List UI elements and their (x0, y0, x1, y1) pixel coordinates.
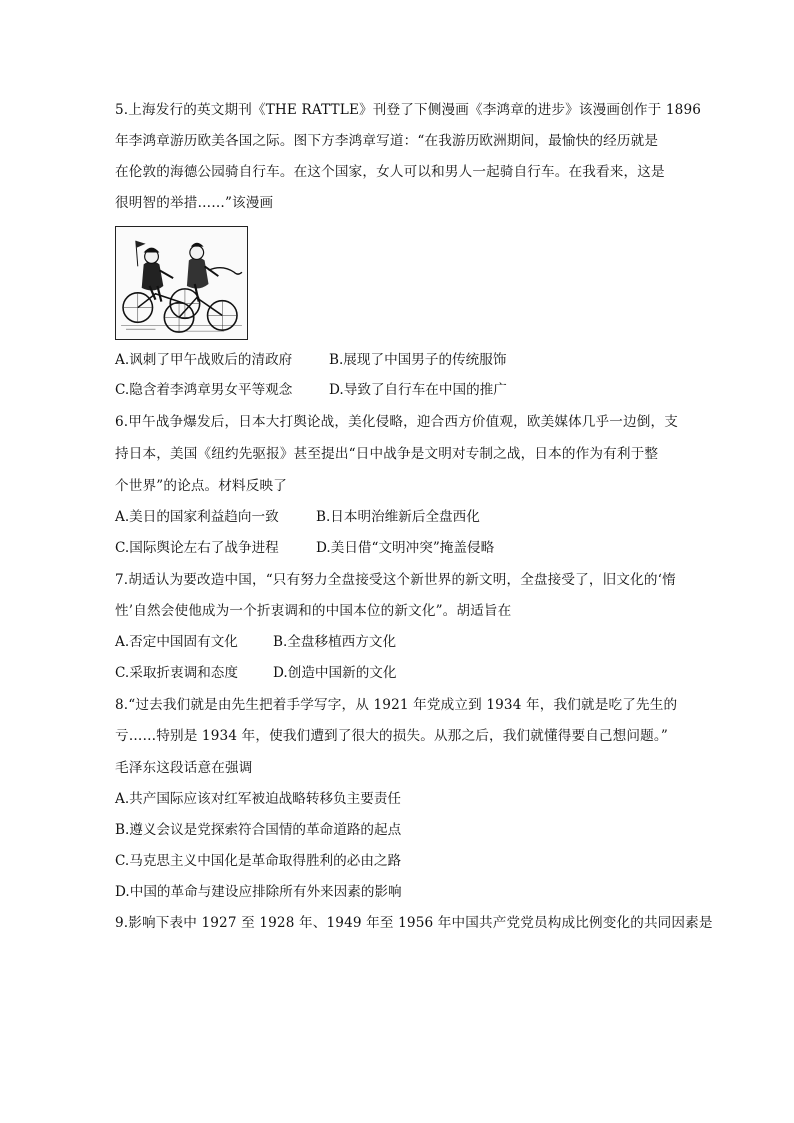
q6-option-d[interactable]: D.美日借“文明冲突”掩盖侵略 (316, 540, 495, 556)
q5-option-c[interactable]: C.隐含着李鸿章男女平等观念 (115, 382, 293, 398)
cartoon-li-hongzhang-bicycle (115, 226, 248, 340)
q8-line-2: 亏……特别是 1934 年，使我们遭到了很大的损失。从那之后，我们就懂得要自己想问题。” (115, 728, 668, 744)
q6-option-a[interactable]: A.美日的国家利益趋向一致 (115, 509, 279, 525)
q8-option-a[interactable]: A.共产国际应该对红军被迫战略转移负主要责任 (115, 791, 402, 807)
q8-option-c[interactable]: C.马克思主义中国化是革命取得胜利的必由之路 (115, 853, 402, 869)
q6-line-2: 持日本，美国《纽约先驱报》甚至提出“日中战争是文明对专制之战，日本的作为有利于整 (115, 446, 659, 462)
q7-line-2: 性’自然会使他成为一个折衷调和的中国本位的新文化”。胡适旨在 (115, 603, 512, 619)
q9-line-1: 9.影响下表中 1927 至 1928 年、1949 年至 1956 年中国共产党党员构成比例变化的共同因素是 (115, 915, 713, 931)
q7-option-a[interactable]: A.否定中国固有文化 (115, 634, 238, 650)
q5-option-d[interactable]: D.导致了自行车在中国的推广 (329, 382, 507, 398)
q8-option-b[interactable]: B.遵义会议是党探索符合国情的革命道路的起点 (115, 822, 402, 838)
q6-option-b[interactable]: B.日本明治维新后全盘西化 (316, 509, 480, 525)
q7-option-d[interactable]: D.创造中国新的文化 (273, 665, 397, 681)
q6-line-1: 6.甲午战争爆发后，日本大打舆论战，美化侵略，迎合西方价值观，欧美媒体几乎一边倒，支 (115, 414, 679, 430)
q5-line-2: 年李鸿章游历欧美各国之际。图下方李鸿章写道：“在我游历欧洲期间，最愉快的经历就是 (115, 133, 659, 149)
q8-line-1: 8.“过去我们就是由先生把着手学写字，从 1921 年党成立到 1934 年，我们就是吃了先生的 (115, 697, 678, 713)
q6-line-3: 个世界”的论点。材料反映了 (115, 478, 288, 494)
q8-option-d[interactable]: D.中国的革命与建设应排除所有外来因素的影响 (115, 884, 402, 900)
q8-line-3: 毛泽东这段话意在强调 (115, 760, 253, 776)
q7-option-c[interactable]: C.采取折衷调和态度 (115, 665, 238, 681)
q6-option-c[interactable]: C.国际舆论左右了战争进程 (115, 540, 279, 556)
q7-line-1: 7.胡适认为要改造中国，“只有努力全盘接受这个新世界的新文明，全盘接受了，旧文化的‘惰 (115, 572, 676, 588)
bicycle-cartoon-illustration (116, 227, 247, 339)
q5-line-4: 很明智的举措……”该漫画 (115, 195, 274, 211)
q5-option-a[interactable]: A.讽刺了甲午战败后的清政府 (115, 352, 293, 368)
q5-option-b[interactable]: B.展现了中国男子的传统服饰 (329, 352, 507, 368)
q5-line-1: 5.上海发行的英文期刊《THE RATTLE》刊登了下侧漫画《李鸿章的进步》该漫画创作于 1896 (115, 102, 702, 118)
q7-option-b[interactable]: B.全盘移植西方文化 (273, 634, 397, 650)
q5-line-3: 在伦敦的海德公园骑自行车。在这个国家，女人可以和男人一起骑自行车。在我看来，这是 (115, 164, 665, 180)
